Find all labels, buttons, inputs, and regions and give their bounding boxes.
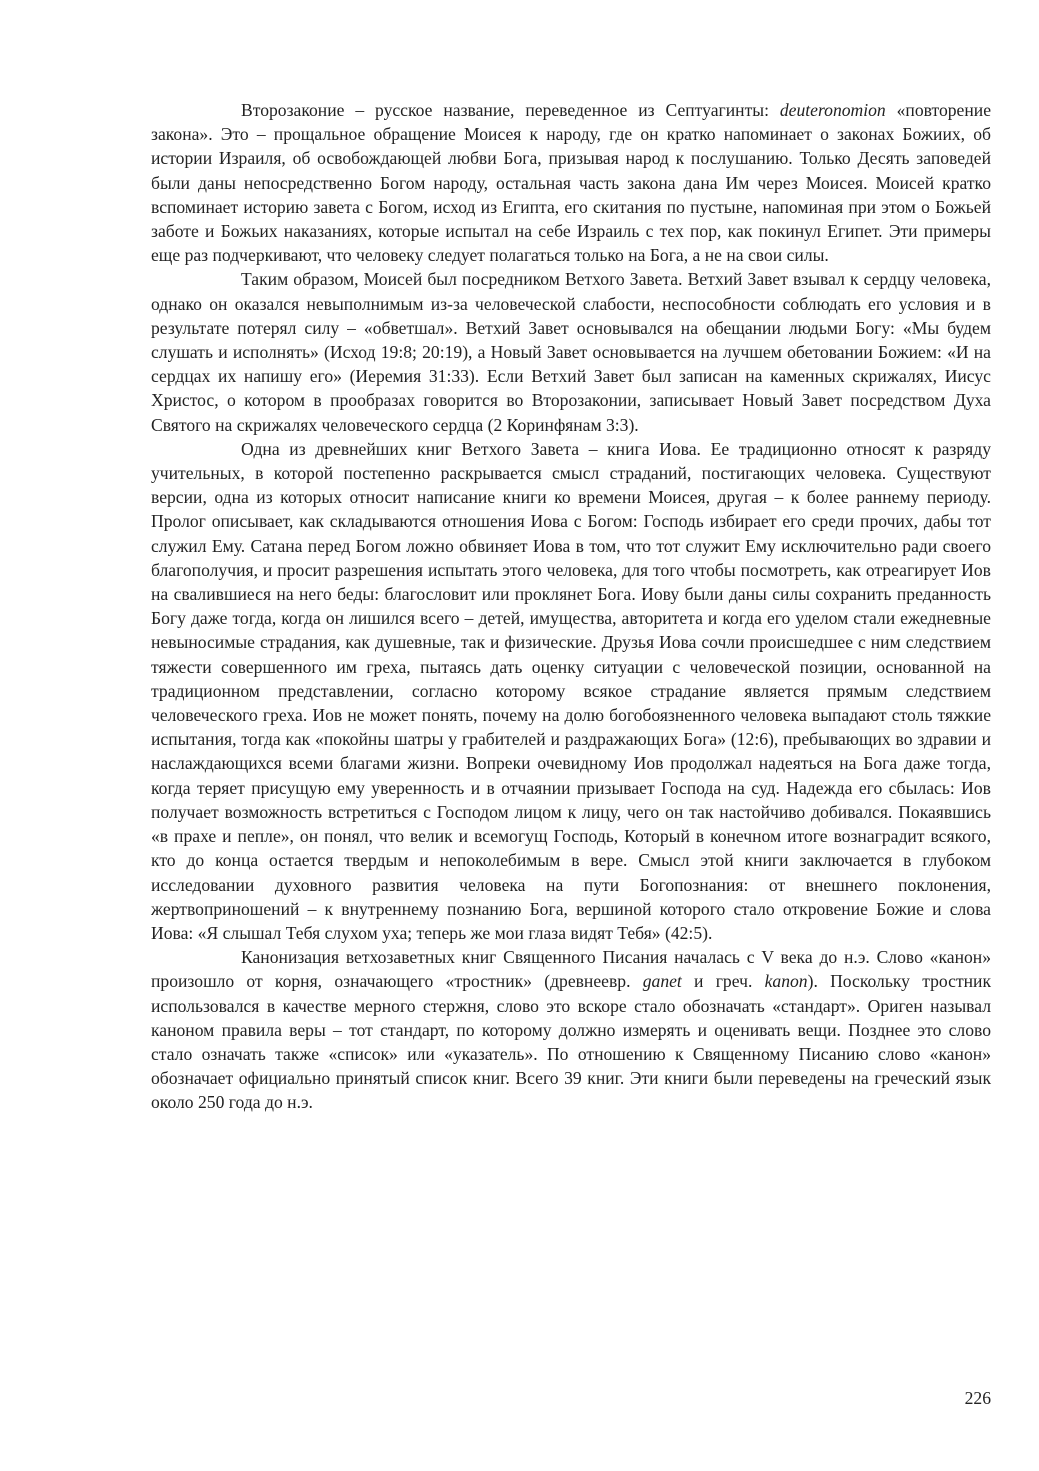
paragraph-deuteronomy (151, 98, 991, 267)
text-run: Второзаконие – русское название, переведенное из Септуагинты: (241, 100, 780, 120)
page-number: 226 (964, 1388, 991, 1408)
italic-term-ganet: ganet (642, 971, 682, 992)
text-run: и греч. (681, 971, 765, 992)
italic-term-deuteronomion: deuteronomion (779, 100, 886, 120)
paragraph-canonization (151, 945, 991, 1114)
text-run: Таким образом, Моисей был посредником Ветхого Завета. Ветхий Завет взывал к сердцу человека, однако он оказался невыполнимым из-за человеческой слабости, неспособности соблюдать его условия и в результате потерял силу – «обветшал». Ветхий Завет основывался на обещании людьми Богу: «Мы будем слушать и исполнять» (Исход 19:8; 20:19), а Новый Завет основывается на лучшем обетовании Божием: «И на сердцах их напишу его» (Иеремия 31:33). Если Ветхий Завет был записан на каменных скрижалях, Иисус Христос, о котором в прообразах говорится во Второзаконии, записывает Новый Завет посредством Духа Святого на скрижалях человеческого сердца (2 Коринфянам 3:3). (151, 269, 991, 435)
text-run: «повторение закона». Это – прощальное обращение Моисея к народу, где он кратко напоминает о законах Божиих, об истории Израиля, об освобождающей любви Бога, призывая народ к послушанию. Только Десять заповедей были даны непосредственно Богом народу, остальная часть закона дана Им через Моисея. Моисей кратко вспоминает историю завета с Богом, исход из Египта, его скитания по пустыне, напоминая при этом о Божьей заботе и Божьих наказаниях, которые испытал на себе Израиль с тех пор, как покинул Египет. Эти примеры еще раз подчеркивают, что человеку следует полагаться только на Бога, а не на свои силы. (151, 100, 992, 266)
text-run: Одна из древнейших книг Ветхого Завета – книга Иова. Ее традиционно относят к разряду учительных, в которой постепенно раскрывается смысл страданий, постигающих человека. Существуют версии, одна из которых относит написание книги ко времени Моисея, другая – к более раннему периоду. Пролог описывает, как складываются отношения Иова с Богом: Господь избирает его среди прочих, дабы тот служил Ему. Сатана перед Богом ложно обвиняет Иова в том, что тот служит Ему исключительно ради своего благополучия, и просит разрешения испытать этого человека, для того чтобы посмотреть, как отреагирует Иов на свалившиеся на него беды: благословит или проклянет Бога. Иову были даны силы сохранить преданность Богу даже тогда, когда он лишился всего – детей, имущества, авторитета и когда его уделом стали ежедневные невыносимые страдания, как душевные, так и физические. Друзья Иова сочли происшедшее с ним следствием тяжести совершенного им греха, пытаясь дать оценку ситуации с человеческой позиции, основанной на традиционном представлении, согласно которому всякое страдание является прямым следствием человеческого греха. Иов не может понять, почему на долю богобоязненного человека выпадают столь тяжкие испытания, тогда как «покойны шатры у грабителей и раздражающих Бога» (12:6), пребывающих во здравии и наслаждающихся всеми благами жизни. Вопреки очевидному Иов продолжал надеяться на Бога даже тогда, когда теряет присущую ему уверенность и в отчаянии призывает Господа на суд. Надежда его сбылась: Иов получает возможность встретиться с Господом лицом к лицу, чего он так настойчиво добивался. Покаявшись «в прахе и пепле», он понял, что велик и всемогущ Господь, Который в конечном итоге вознаградит всякого, кто до конца остается твердым и непоколебимым в вере. Смысл этой книги заключается в глубоком исследовании духовного развития человека на пути Богопознания: от внешнего поклонения, жертвоприношений – к внутреннему познанию Бога, вершиной которого стало откровение Божие и слова Иова: «Я слышал Тебя слухом уха; теперь же мои глаза видят Тебя» (42:5). (151, 438, 991, 943)
body-text (151, 98, 991, 1115)
text-run: ). Поскольку тростник использовался в качестве мерного стержня, слово это вскоре стало обозначать «стандарт». Ориген называл каноном правила веры – тот стандарт, по которому должно измерять и оценивать вещи. Позднее это слово стало означать также «список» или «указатель». По отношению к Священному Писанию слово «канон» обозначает официально принятый список книг. Всего 39 книг. Эти книги были переведены на греческий язык около 250 года до н.э. (151, 971, 992, 1113)
italic-term-kanon: kanon (764, 971, 808, 992)
text-run: Канонизация ветхозаветных книг Священного Писания началась с V века до н.э. Слово «канон» произошло от корня, означающего «тростник» (древнеевр. (151, 947, 991, 992)
paragraph-old-covenant (151, 267, 991, 436)
paragraph-book-of-job (151, 437, 991, 945)
